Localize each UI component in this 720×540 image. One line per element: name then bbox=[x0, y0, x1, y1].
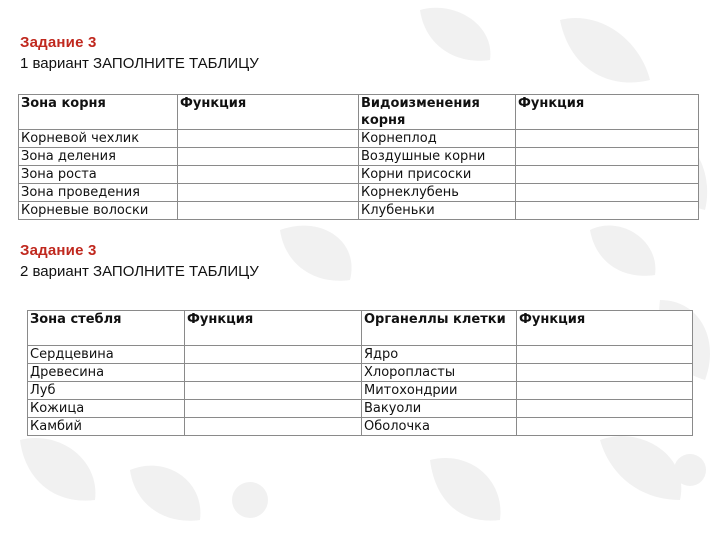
table-cell bbox=[516, 202, 699, 220]
table-cell: Оболочка bbox=[362, 418, 517, 436]
table-cell bbox=[185, 418, 362, 436]
header-cell: Зона корня bbox=[19, 95, 178, 130]
table-cell bbox=[517, 346, 693, 364]
table-row bbox=[28, 364, 693, 382]
table-cell bbox=[516, 184, 699, 202]
table-row bbox=[28, 382, 693, 400]
table-header-row bbox=[19, 95, 699, 130]
table-row bbox=[19, 166, 699, 184]
header-cell: Зона стебля bbox=[28, 311, 185, 346]
table-cell bbox=[516, 166, 699, 184]
table-cell bbox=[516, 130, 699, 148]
table-cell: Корневой чехлик bbox=[19, 130, 178, 148]
table-row bbox=[28, 400, 693, 418]
table-cell bbox=[178, 148, 359, 166]
table-cell: Зона деления bbox=[19, 148, 178, 166]
table-row bbox=[19, 148, 699, 166]
table-cell bbox=[185, 346, 362, 364]
table-cell: Зона роста bbox=[19, 166, 178, 184]
table-cell: Сердцевина bbox=[28, 346, 185, 364]
task1-subtitle: 1 вариант ЗАПОЛНИТЕ ТАБЛИЦУ bbox=[20, 55, 259, 72]
table-cell: Древесина bbox=[28, 364, 185, 382]
table-cell bbox=[178, 184, 359, 202]
table-cell bbox=[178, 166, 359, 184]
table-row bbox=[19, 184, 699, 202]
table-cell bbox=[517, 364, 693, 382]
table-cell bbox=[517, 382, 693, 400]
table-header-row bbox=[28, 311, 693, 346]
table-cell bbox=[517, 418, 693, 436]
table-cell bbox=[516, 148, 699, 166]
table-cell: Вакуоли bbox=[362, 400, 517, 418]
task1-heading bbox=[20, 34, 259, 72]
table-cell: Камбий bbox=[28, 418, 185, 436]
table-cell: Луб bbox=[28, 382, 185, 400]
table-row bbox=[19, 130, 699, 148]
table-row bbox=[28, 346, 693, 364]
table-cell: Зона проведения bbox=[19, 184, 178, 202]
table-cell bbox=[178, 130, 359, 148]
header-cell: Функция bbox=[516, 95, 699, 130]
table-cell: Корнеклубень bbox=[359, 184, 516, 202]
header-cell: Функция bbox=[185, 311, 362, 346]
table-cell bbox=[185, 400, 362, 418]
header-cell: Функция bbox=[517, 311, 693, 346]
table-cell: Корнеплод bbox=[359, 130, 516, 148]
table-cell: Воздушные корни bbox=[359, 148, 516, 166]
task2-table bbox=[27, 310, 693, 436]
table-cell: Корневые волоски bbox=[19, 202, 178, 220]
table-cell: Кожица bbox=[28, 400, 185, 418]
task1-table bbox=[18, 94, 699, 220]
table-cell bbox=[517, 400, 693, 418]
table-row bbox=[28, 418, 693, 436]
table-cell bbox=[185, 364, 362, 382]
task1-title: Задание 3 bbox=[20, 34, 97, 51]
header-cell: Функция bbox=[178, 95, 359, 130]
task2-title: Задание 3 bbox=[20, 242, 97, 259]
table-cell: Хлоропласты bbox=[362, 364, 517, 382]
table-row bbox=[19, 202, 699, 220]
task2-heading bbox=[20, 242, 259, 280]
table-cell bbox=[178, 202, 359, 220]
task2-subtitle: 2 вариант ЗАПОЛНИТЕ ТАБЛИЦУ bbox=[20, 263, 259, 280]
table-cell: Корни присоски bbox=[359, 166, 516, 184]
table-cell: Клубеньки bbox=[359, 202, 516, 220]
header-cell: Видоизменения корня bbox=[359, 95, 516, 130]
table-cell bbox=[185, 382, 362, 400]
table-cell: Ядро bbox=[362, 346, 517, 364]
table-cell: Митохондрии bbox=[362, 382, 517, 400]
header-cell: Органеллы клетки bbox=[362, 311, 517, 346]
